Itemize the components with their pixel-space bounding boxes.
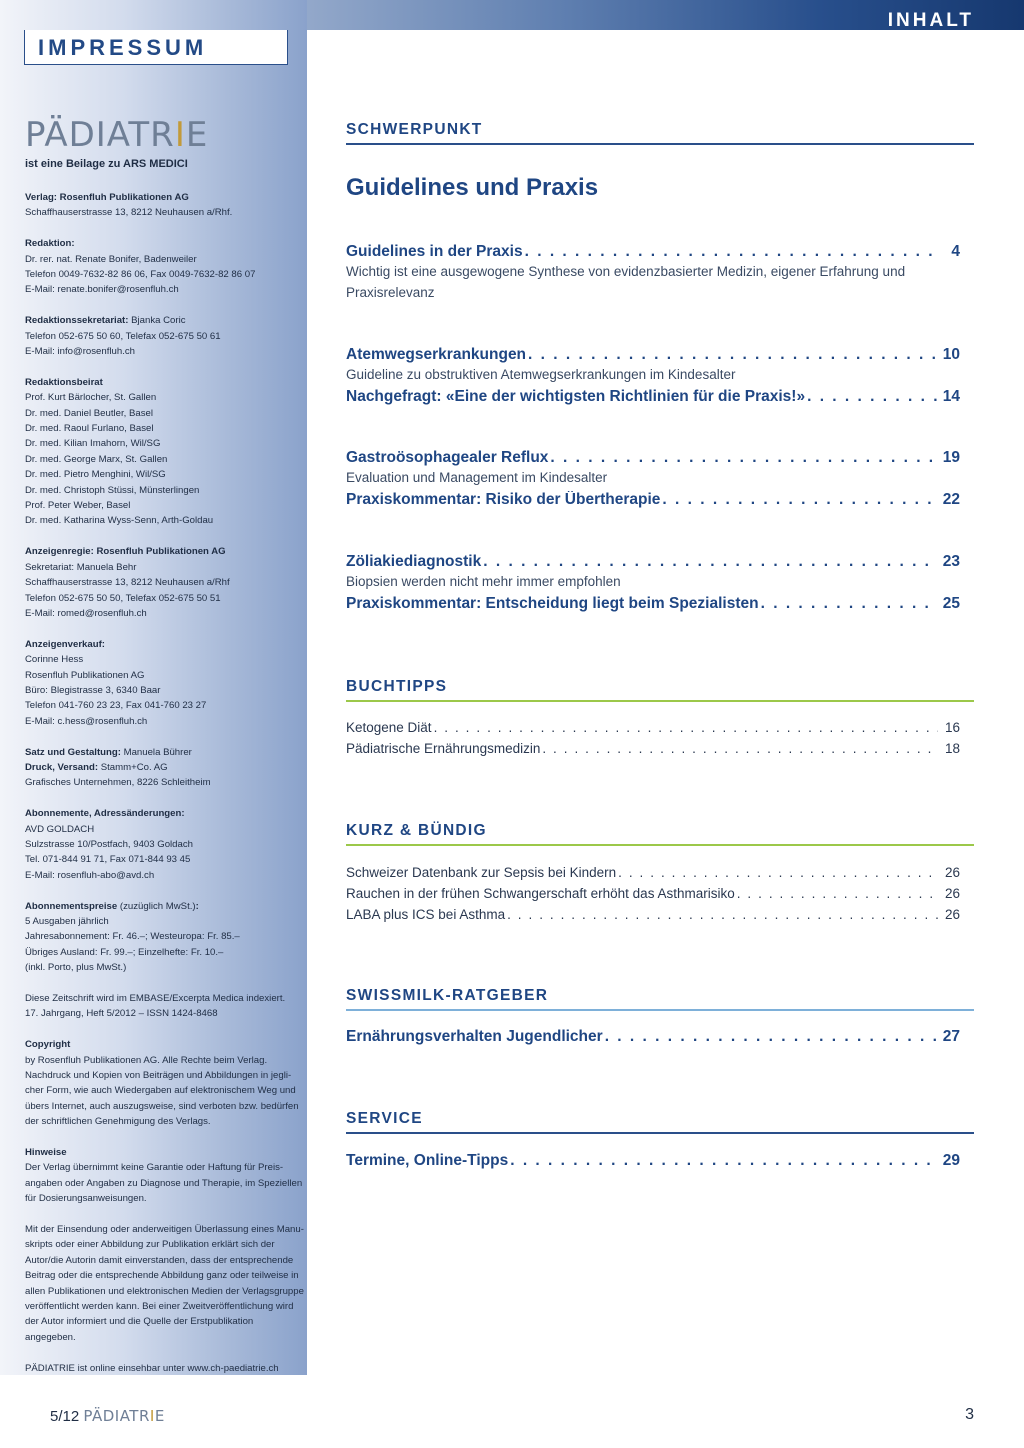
toc-entry[interactable]: Pädiatrische Ernährungsmedizin . . . 18 (346, 741, 960, 756)
toc-entry[interactable]: Ketogene Diät . . . 16 (346, 720, 960, 735)
imprint-anzeigenverkauf: Anzeigenverkauf: Corinne Hess Rosenfluh Publikationen AG Büro: Blegistrasse 3, 6340 Baar Telefon 041-760 23 23, Fax 041-760 23 27 E-Mail: c.hess@rosenfluh.ch (25, 638, 207, 727)
impressum-title-box (24, 30, 288, 65)
toc-entry[interactable]: Ernährungsverhalten Jugendlicher . . . 27 (346, 1028, 960, 1046)
focus-title: Guidelines und Praxis (346, 174, 599, 201)
imprint-abonnemente: Abonnemente, Adressänderungen: AVD GOLDACH Sulzstrasse 10/Postfach, 9403 Goldach Tel. 071-844 91 71, Fax 071-844 93 45 E-Mail: rosenfluh-abo@avd.ch (25, 808, 193, 881)
section-head-service: SERVICE (346, 1110, 974, 1134)
imprint-beirat: Redaktionsbeirat Prof. Kurt Bärlocher, St. Gallen Dr. med. Daniel Beutler, Basel Dr. med. Raoul Furlano, Basel Dr. med. Kilian Imahorn, Wil/SG Dr. med. George Marx, St. Gallen Dr. med. Pietro Menghini, Wil/SG Dr. med. Christoph Stüssi, Münsterlingen Prof. Peter Weber, Basel Dr. med. Katharina Wyss-Senn, Arth-Goldau (25, 376, 214, 527)
section-head-swissmilk: SWISSMILK-RATGEBER (346, 987, 974, 1011)
imprint-hinweise: Hinweise Der Verlag übernimmt keine Garantie oder Haftung für Preis- angaben oder Angaben zu Diagnose und Therapie, im Speziellen für Dosierungsanweisungen. (25, 1147, 303, 1205)
toc-entry[interactable]: Gastroösophagealer Reflux . . . 19 Evaluation und Management im Kindesalter (346, 449, 960, 488)
toc-entry[interactable]: Schweizer Datenbank zur Sepsis bei Kindern . . . 26 (346, 865, 960, 880)
toc-entry[interactable]: Zöliakiediagnostik . . . 23 Biopsien werden nicht mehr immer empfohlen (346, 553, 960, 592)
toc-entry[interactable]: Guidelines in der Praxis . . . 4 Wichtig ist eine ausgewogene Synthese von evidenzbasierter Medizin, eigener Erfahrung und Praxisrelevanz (346, 243, 960, 303)
section-head-buchtipps: BUCHTIPPS (346, 678, 974, 702)
impressum-title: IMPRESSUM (38, 35, 208, 60)
section-label: INHALT (887, 10, 974, 31)
imprint-text (25, 190, 305, 1391)
imprint-sekretariat: Redaktionssekretariat: Bjanka Coric Telefon 052-675 50 60, Telefax 052-675 50 61 E-Mail: info@rosenfluh.ch (25, 315, 221, 358)
section-head-kurz: KURZ & BÜNDIG (346, 822, 974, 846)
imprint-anzeigenregie: Anzeigenregie: Rosenfluh Publikationen AG Sekretariat: Manuela Behr Schaffhauserstrasse 13, 8212 Neuhausen a/Rhf Telefon 052-675 50 50, Telefax 052-675 50 51 E-Mail: romed@rosenfluh.ch (25, 546, 230, 619)
footer-issue: 5/12 PÄDIATRIE (50, 1407, 165, 1425)
imprint-verlag: Verlag: Rosenfluh Publikationen AG Schaffhauserstrasse 13, 8212 Neuhausen a/Rhf. (25, 192, 233, 219)
imprint-redaktion: Redaktion: Dr. rer. nat. Renate Bonifer, Badenweiler Telefon 0049-7632-82 86 06, Fax 0049-7632-82 86 07 E-Mail: renate.bonifer@rosenfluh.ch (25, 238, 256, 296)
imprint-einsendung: Mit der Einsendung oder anderweitigen Überlassung eines Manu- skripts oder einer Abbildung zur Publikation erklärt sich der Autor/die Autorin damit einverstanden, dass der entsprechende Beitrag oder die entsprechende Abbildung ganz oder teilweise in allen Publikationen und elektronischen Medien der Verlagsgruppe veröffentlicht werden kann. Bei einer Zweitveröffentlichung wird der Autor informiert und die Quelle der Erstpublikation angegeben. (25, 1224, 304, 1343)
section-head-schwerpunkt: SCHWERPUNKT (346, 121, 974, 145)
footer-logo: PÄDIATRIE (83, 1407, 165, 1425)
imprint-online: PÄDIATRIE ist online einsehbar unter www.ch-paediatrie.ch (25, 1362, 279, 1374)
imprint-copyright: Copyright by Rosenfluh Publikationen AG. Alle Rechte beim Verlag. Nachdruck und Kopien von Beiträgen und Abbildungen in jegli- cher Form, wie auch Wiedergaben auf elektronischem Weg und übers Internet, auch auszugsweise, sind verboten bzw. bedürfen der schriftlichen Genehmigung des Verlags. (25, 1039, 299, 1128)
page-number: 3 (965, 1406, 974, 1423)
toc-entry[interactable]: Praxiskommentar: Entscheidung liegt beim Spezialisten . . . 25 (346, 595, 960, 613)
toc-entry[interactable]: Rauchen in der frühen Schwangerschaft erhöht das Asthmarisiko . . . 26 (346, 886, 960, 901)
beilage-text: ist eine Beilage zu ARS MEDICI (25, 158, 188, 170)
toc-entry[interactable]: Termine, Online-Tipps . . . 29 (346, 1152, 960, 1170)
toc-entry[interactable]: LABA plus ICS bei Asthma . . . 26 (346, 907, 960, 922)
impressum-sidebar (0, 0, 307, 1375)
imprint-index: Diese Zeitschrift wird im EMBASE/Excerpta Medica indexiert. 17. Jahrgang, Heft 5/2012 – ISSN 1424-8468 (25, 992, 286, 1020)
toc-entry[interactable]: Praxiskommentar: Risiko der Übertherapie . . . 22 (346, 491, 960, 509)
toc-entry[interactable]: Nachgefragt: «Eine der wichtigsten Richtlinien für die Praxis!» . . . 14 (346, 388, 960, 406)
paediatrie-logo: PÄDIATRIE (25, 115, 209, 155)
imprint-preise: Abonnementspreise (zuzüglich MwSt.): 5 Ausgaben jährlich Jahresabonnement: Fr. 46.–; Westeuropa: Fr. 85.– Übriges Ausland: Fr. 99.–; Einzelhefte: Fr. 10.– (inkl. Porto, plus MwSt.) (25, 900, 240, 974)
toc-entry[interactable]: Atemwegserkrankungen . . . 10 Guideline zu obstruktiven Atemwegserkrankungen im Kindesalter (346, 346, 960, 385)
imprint-satz-druck: Satz und Gestaltung: Manuela Bührer Druck, Versand: Stamm+Co. AG Grafisches Unternehmen, 8226 Schleitheim (25, 746, 211, 789)
